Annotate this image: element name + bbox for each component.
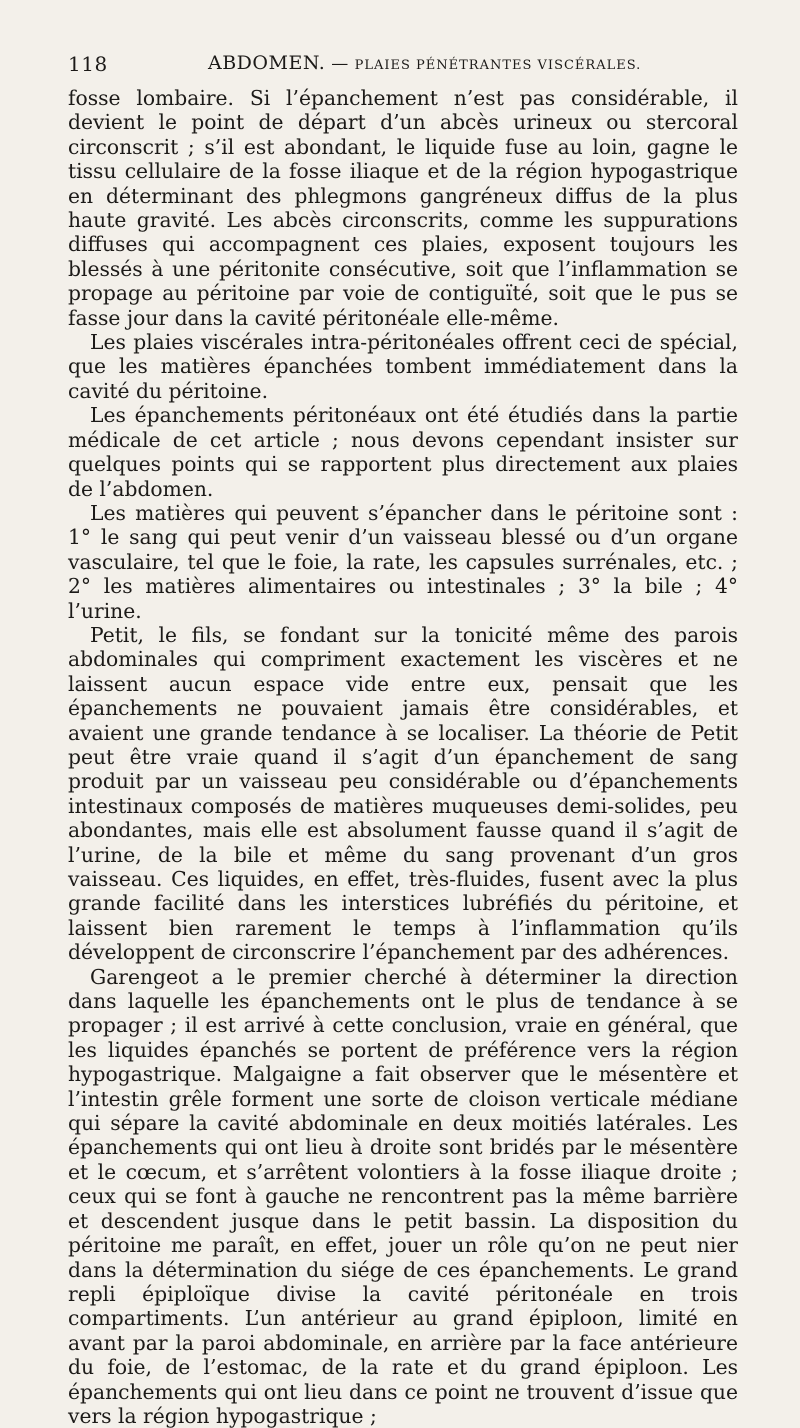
paragraph: Garengeot a le premier cherché à déterminer la direction dans laquelle les épanchements ont le plus de tendance à se propager ; il est arrivé à cette conclusion, vraie en général, que les liquides épanchés se portent de préférence vers la région hypogastrique. Malgaigne a fait observer que le mésentère et l’intestin grêle forment une sorte de cloison verticale médiane qui sépare la cavité abdominale en deux moitiés latérales. Les épanchements qui ont lieu à droite sont bridés par le mésentère et le cœcum, et s’arrêtent volontiers à la fosse iliaque droite ; ceux qui se font à gauche ne rencontrent pas la même barrière et descendent jusque dans le petit bassin. La disposition du péritoine me paraît, en effet, jouer un rôle qu’on ne peut nier dans la détermination du siége de ces épanchements. Le grand repli épiploïque divise la cavité péritonéale en trois compartiments. L’un antérieur au grand épiploon, limité en avant par la paroi abdominale, en arrière par la face antérieure du foie, de l’estomac, de la rate et du grand épiploon. Les épanchements qui ont lieu dans ce point ne trouvent d’issue que vers la région hypogastrique ;: [68, 964, 738, 1428]
paragraph: Les matières qui peuvent s’épancher dans le péritoine sont : 1° le sang qui peut venir d’un vaisseau blessé ou d’un organe vasculaire, tel que le foie, la rate, les capsules surrénales, etc. ; 2° les matières alimentaires ou intestinales ; 3° la bile ; 4° l’urine.: [68, 500, 738, 623]
paragraph: Les épanchements péritonéaux ont été étudiés dans la partie médicale de cet article ; nous devons cependant insister sur quelques points qui se rapportent plus directement aux plaies de l’abdomen.: [68, 403, 738, 501]
section-title: PLAIES PÉNÉTRANTES VISCÉRALES.: [354, 58, 642, 73]
chapter-title: ABDOMEN.: [208, 52, 326, 74]
running-head: [208, 52, 641, 74]
paragraph: Petit, le fils, se fondant sur la tonicité même des parois abdominales qui compriment exactement les viscères et ne laissent aucun espace vide entre eux, pensait que les épanchements ne pouvaient jamais être considérables, et avaient une grande tendance à se localiser. La théorie de Petit peut être vraie quand il s’agit d’un épanchement de sang produit par un vaisseau peu considérable ou d’épanchements intestinaux composés de matières muqueuses demi-solides, peu abondantes, mais elle est absolument fausse quand il s’agit de l’urine, de la bile et même du sang provenant d’un gros vaisseau. Ces liquides, en effet, très-fluides, fusent avec la plus grande facilité dans les interstices lubréfiés du péritoine, et laissent bien rarement le temps à l’inflammation qu’ils développent de circonscrire l’épanchement par des adhérences.: [68, 622, 738, 965]
running-header: [68, 52, 738, 86]
paragraph: Les plaies viscérales intra-péritonéales offrent ceci de spécial, que les matières épanchées tombent immédiatement dans la cavité du péritoine.: [68, 330, 738, 403]
page-number: 118: [68, 52, 108, 76]
body-text: [68, 86, 738, 1428]
paragraph: fosse lombaire. Si l’épanchement n’est pas considérable, il devient le point de départ d’un abcès urineux ou stercoral circonscrit ; s’il est abondant, le liquide fuse au loin, gagne le tissu cellulaire de la fosse iliaque et de la région hypogastrique en déterminant des phlegmons gangréneux diffus de la plus haute gravité. Les abcès circonscrits, comme les suppurations diffuses qui accompagnent ces plaies, exposent toujours les blessés à une péritonite consécutive, soit que l’inflammation se propage au péritoine par voie de contiguïté, soit que le pus se fasse jour dans la cavité péritonéale elle-même.: [68, 86, 738, 330]
header-separator: —: [331, 54, 349, 74]
